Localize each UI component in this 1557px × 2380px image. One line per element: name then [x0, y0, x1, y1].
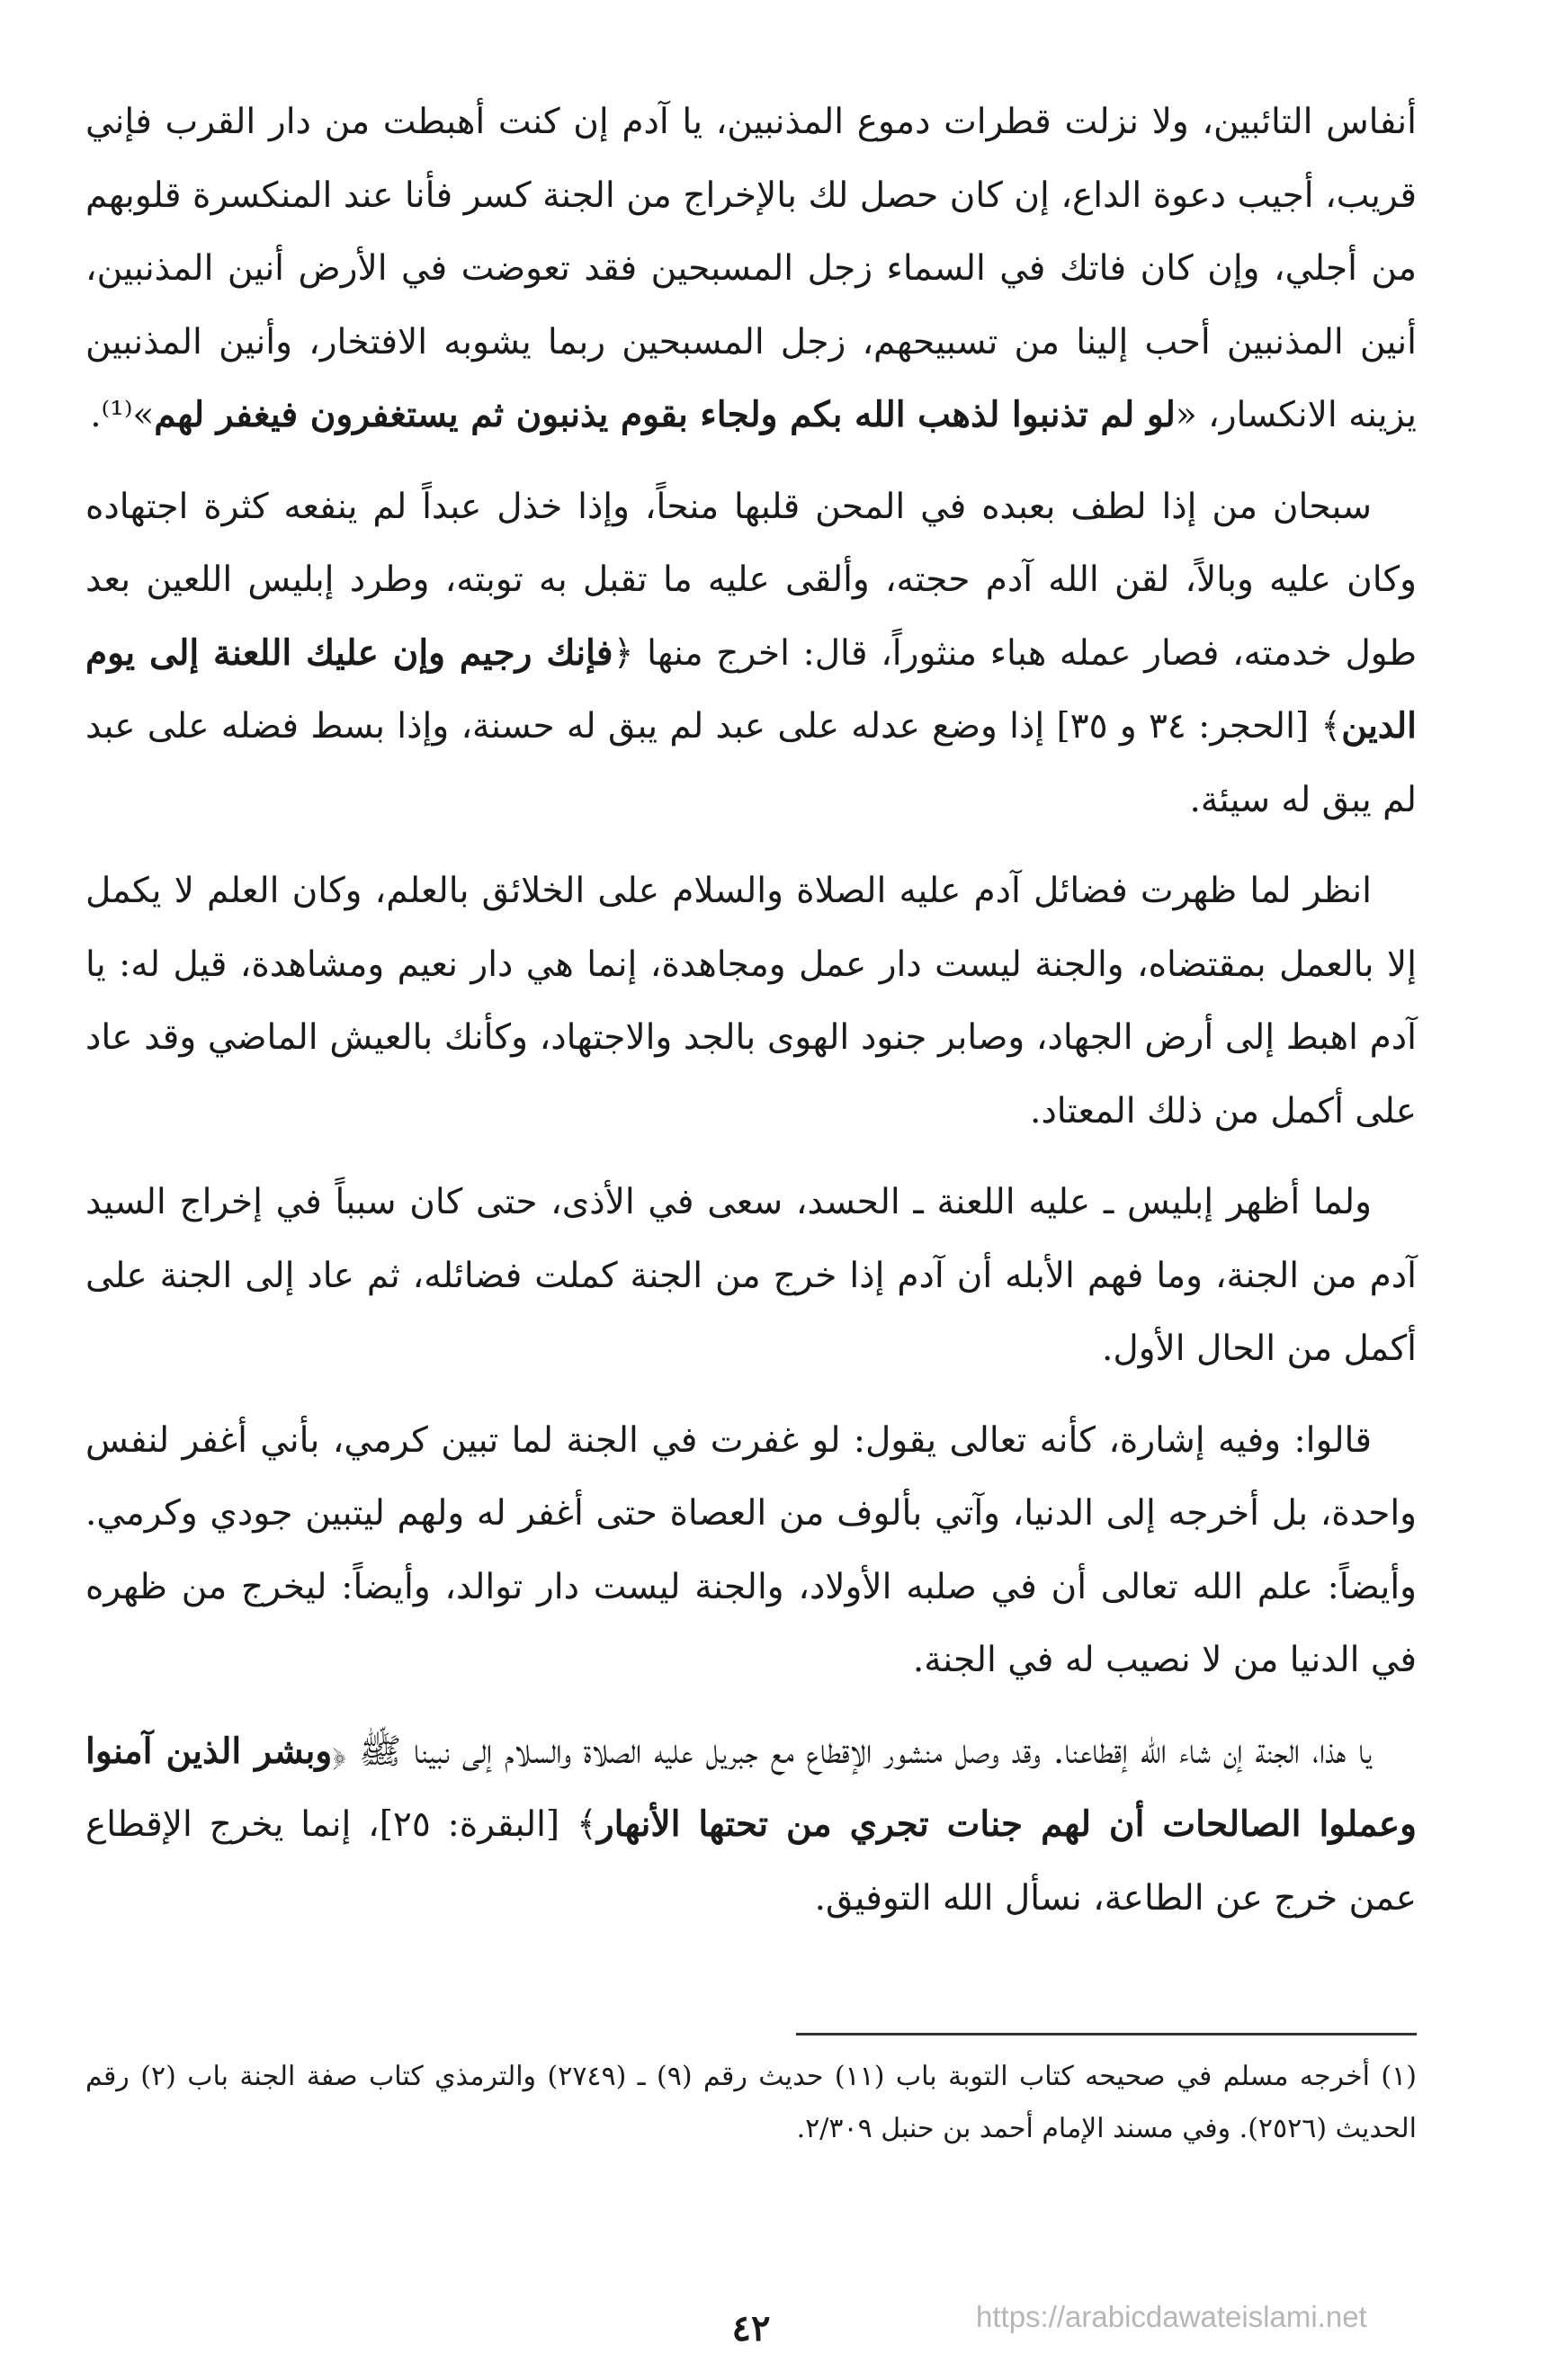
footnote-divider	[796, 2033, 1417, 2036]
body-text	[85, 85, 1417, 1935]
paragraph-text: ﴾ [الحجر: ٣٤ و ٣٥] إذا وضع عدله على عبد لم يبق له حسنة، وإذا بسط فضله على عبد لم يبق له سيئة.	[85, 706, 1417, 820]
paragraph	[85, 85, 1417, 452]
paragraph-text: قالوا: وفيه إشارة، كأنه تعالى يقول: لو غفرت في الجنة لما تبين كرمي، بأني أغفر لنفس واحدة، بل أخرجه إلى الدنيا، وآتي بألوف من العصاة حتى أغفر له ولهم ليتبين جودي وكرمي. وأيضاً: علم الله تعالى أن في صلبه الأولاد، والجنة ليست دار توالد، وأيضاً: ليخرج من ظهره في الدنيا من لا نصيب له في الجنة.	[85, 1419, 1417, 1680]
paragraph	[85, 470, 1417, 837]
footnote: (١) أخرجه مسلم في صحيحه كتاب التوبة باب (١١) حديث رقم (٩) ـ (٢٧٤٩) والترمذي كتاب صفة الجنة باب (٢) رقم الحديث (٢٥٢٦). وفي مسند الإمام أحمد بن حنبل ٢/٣٠٩.	[85, 2061, 1417, 2144]
paragraph-text: يا هذا، الجنة إن شاء الله إقطاعنا. وقد وصل منشور الإقطاع مع جبريل عليه الصلاة والسلام إلى نبينا ﷺ ﴿	[332, 1731, 1372, 1772]
paragraph	[85, 1166, 1417, 1386]
paragraph-text: ﴾ [البقرة: ٢٥]، إنما يخرج الإقطاع عمن خرج عن الطاعة، نسأل الله التوفيق.	[85, 1804, 1417, 1919]
quoted-text: فإنك رجيم وإن عليك اللعنة إلى يوم الدين	[85, 631, 1417, 747]
paragraph	[85, 1715, 1417, 1936]
quoted-text: وبشر الذين آمنوا وعملوا الصالحات أن لهم جنات تجري من تحتها الأنهار	[85, 1730, 1417, 1845]
page-number: ٤٢	[731, 2307, 771, 2349]
paragraph	[85, 1404, 1417, 1697]
quoted-text: لو لم تذنبوا لذهب الله بكم ولجاء بقوم يذنبون ثم يستغفرون فيغفر لهم	[154, 394, 1176, 435]
paragraph-text: أنفاس التائبين، ولا نزلت قطرات دموع المذنبين، يا آدم إن كنت أهبطت من دار القرب فإني قريب، أجيب دعوة الداع، إن كان حصل لك بالإخراج من الجنة كسر فأنا عند المنكسرة قلوبهم من أجلي، وإن كان فاتك في السماء زجل المسبحين فقد تعوضت في الأرض أنين المذنبين، أنين المذنبين أحب إلينا من تسبيحهم، زجل المسبحين ربما يشوبه الافتخار، وأنين المذنبين يزينه الانكسار، «	[85, 102, 1417, 435]
paragraph-text: انظر لما ظهرت فضائل آدم عليه الصلاة والسلام على الخلائق بالعلم، وكان العلم لا يكمل إلا بالعمل بمقتضاه، والجنة ليست دار عمل ومجاهدة، إنما هي دار نعيم ومشاهدة، قيل له: يا آدم اهبط إلى أرض الجهاد، وصابر جنود الهوى بالجد والاجتهاد، وكأنك بالعيش الماضي وقد عاد على أكمل من ذلك المعتاد.	[85, 871, 1417, 1132]
paragraph	[85, 854, 1417, 1148]
paragraph-text: »⁽¹⁾.	[90, 395, 155, 435]
paragraph-text: ولما أظهر إبليس ـ عليه اللعنة ـ الحسد، سعى في الأذى، حتى كان سبباً في إخراج السيد آدم من الجنة، وما فهم الأبله أن آدم إذا خرج من الجنة كملت فضائله، ثم عاد إلى الجنة على أكمل من الحال الأول.	[85, 1182, 1417, 1369]
paragraph-text: سبحان من إذا لطف بعبده في المحن قلبها منحاً، وإذا خذل عبداً لم ينفعه كثرة اجتهاده وكان عليه وبالاً، لقن الله آدم حجته، وألقى عليه ما تقبل به توبته، وطرد إبليس اللعين بعد طول خدمته، فصار عمله هباء منثوراً، قال: اخرج منها ﴿	[85, 486, 1417, 674]
watermark-url: https://arabicdawateislami.net	[976, 2300, 1367, 2333]
